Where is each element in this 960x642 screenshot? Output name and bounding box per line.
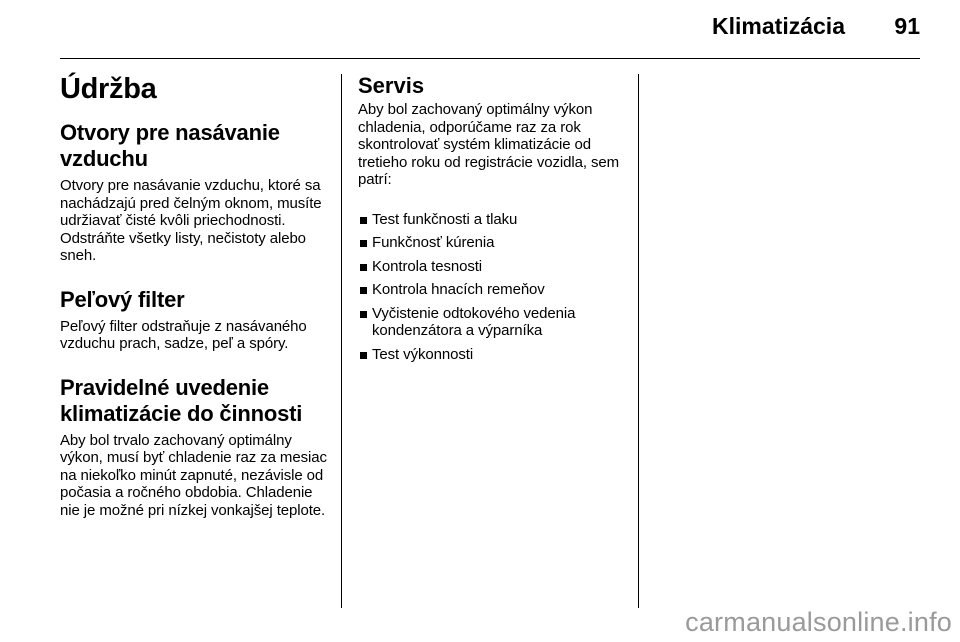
list-item-text: Kontrola tesnosti [372,257,483,275]
square-bullet-icon [360,240,367,247]
pollen-filter-section [60,287,332,353]
air-intake-heading: Otvory pre nasávanie vzduchu [60,120,280,171]
regular-operation-section [60,375,332,520]
page-number: 91 [894,13,920,39]
list-item-text: Test výkonnosti [372,345,474,363]
list-item [358,258,622,276]
list-item [358,211,622,229]
regular-operation-heading: Pravidelné uvedenie klimatizácie do činnosti [60,374,303,426]
pollen-filter-heading: Peľový filter [60,286,185,312]
list-item-text: Kontrola hnacích remeňov [372,281,545,298]
list-item-text: Test funkčnosti a tlaku [372,210,518,228]
middle-column [358,72,622,369]
square-bullet-icon [360,287,367,294]
air-intake-text: Otvory pre nasávanie vzduchu, ktoré sa nachádzajú pred čelným oknom, musíte udržiavať čisté kvôli priechodnosti. Odstráňte všetky listy, nečistoty alebo sneh. [60,177,322,264]
square-bullet-icon [360,217,367,224]
square-bullet-icon [360,311,367,318]
list-item [358,305,622,340]
list-item-text: Vyčistenie odtokového vedenia kondenzátora a výparníka [372,304,576,339]
air-intake-section [60,120,332,265]
list-item-text: Funkčnosť kúrenia [372,234,495,251]
left-column [60,72,332,541]
section-title: Údržba [60,73,157,105]
pollen-filter-text: Peľový filter odstraňuje z nasávaného vzduchu prach, sadze, peľ a spóry. [60,317,307,352]
regular-operation-text: Aby bol trvalo zachovaný optimálny výkon, musí byť chladenie raz za mesiac na niekoľko minút zapnuté, nezávisle od počasia a ročného obdobia. Chladenie nie je možné pri nízkej vonkajšej teplote. [60,431,327,519]
square-bullet-icon [360,352,367,359]
list-item [358,346,622,364]
column-divider-left [341,74,342,608]
column-divider-right [638,74,639,608]
service-checklist [358,211,622,364]
page-header [0,0,960,60]
running-header-title: Klimatizácia [712,13,845,39]
list-item [358,281,622,299]
list-item [358,234,622,252]
square-bullet-icon [360,264,367,271]
watermark: carmanualsonline.info [685,607,952,637]
header-divider [60,58,920,59]
service-heading: Servis [358,73,425,98]
service-intro: Aby bol zachovaný optimálny výkon chladenia, odporúčame raz za rok skontrolovať systém klimatizácie od tretieho roku od registrácie vozidla, sem patrí: [358,101,620,188]
